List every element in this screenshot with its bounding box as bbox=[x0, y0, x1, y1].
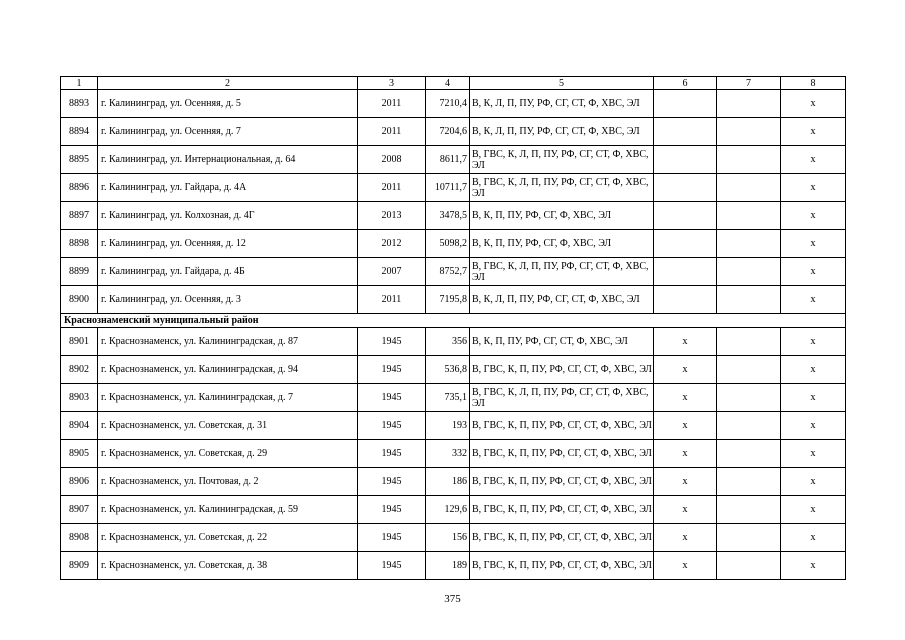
section-title: Краснознаменский муниципальный район bbox=[61, 314, 846, 328]
year-cell: 2011 bbox=[358, 90, 426, 118]
table-row bbox=[61, 286, 846, 314]
column-6-cell: х bbox=[654, 524, 717, 552]
column-8-cell: х bbox=[781, 552, 846, 580]
row-number: 8900 bbox=[61, 286, 98, 314]
area-cell: 8752,7 bbox=[426, 258, 470, 286]
table-row bbox=[61, 146, 846, 174]
year-cell: 2008 bbox=[358, 146, 426, 174]
page-number: 375 bbox=[444, 593, 461, 605]
column-8-cell: х bbox=[781, 524, 846, 552]
column-8-cell: х bbox=[781, 468, 846, 496]
table-row bbox=[61, 328, 846, 356]
table-row bbox=[61, 384, 846, 412]
column-6-cell: х bbox=[654, 496, 717, 524]
column-6-cell: х bbox=[654, 328, 717, 356]
address-cell: г. Калининград, ул. Гайдара, д. 4А bbox=[98, 174, 358, 202]
area-cell: 189 bbox=[426, 552, 470, 580]
column-8-cell: х bbox=[781, 286, 846, 314]
column-6-cell: х bbox=[654, 552, 717, 580]
year-cell: 1945 bbox=[358, 496, 426, 524]
column-7-cell bbox=[717, 90, 781, 118]
address-cell: г. Калининград, ул. Осенняя, д. 12 bbox=[98, 230, 358, 258]
row-number: 8905 bbox=[61, 440, 98, 468]
column-header: 2 bbox=[98, 77, 358, 90]
column-8-cell: х bbox=[781, 328, 846, 356]
column-6-cell: х bbox=[654, 412, 717, 440]
area-cell: 356 bbox=[426, 328, 470, 356]
column-7-cell bbox=[717, 230, 781, 258]
utilities-cell: В, К, П, ПУ, РФ, СГ, СТ, Ф, ХВС, ЭЛ bbox=[470, 328, 654, 356]
column-header: 8 bbox=[781, 77, 846, 90]
column-6-cell: х bbox=[654, 468, 717, 496]
utilities-cell: В, ГВС, К, П, ПУ, РФ, СГ, СТ, Ф, ХВС, ЭЛ bbox=[470, 412, 654, 440]
table-row bbox=[61, 90, 846, 118]
address-cell: г. Калининград, ул. Осенняя, д. 3 bbox=[98, 286, 358, 314]
column-6-cell bbox=[654, 90, 717, 118]
area-cell: 735,1 bbox=[426, 384, 470, 412]
year-cell: 1945 bbox=[358, 468, 426, 496]
year-cell: 1945 bbox=[358, 412, 426, 440]
column-header: 5 bbox=[470, 77, 654, 90]
column-header: 1 bbox=[61, 77, 98, 90]
section-header-row bbox=[61, 314, 846, 328]
column-8-cell: х bbox=[781, 174, 846, 202]
utilities-cell: В, К, П, ПУ, РФ, СГ, Ф, ХВС, ЭЛ bbox=[470, 202, 654, 230]
utilities-cell: В, ГВС, К, Л, П, ПУ, РФ, СГ, СТ, Ф, ХВС, ЭЛ bbox=[470, 146, 654, 174]
row-number: 8908 bbox=[61, 524, 98, 552]
column-header: 6 bbox=[654, 77, 717, 90]
column-6-cell bbox=[654, 174, 717, 202]
column-8-cell: х bbox=[781, 440, 846, 468]
column-number-header-row bbox=[61, 77, 846, 90]
address-cell: г. Краснознаменск, ул. Калининградская, д. 59 bbox=[98, 496, 358, 524]
column-8-cell: х bbox=[781, 118, 846, 146]
utilities-cell: В, ГВС, К, Л, П, ПУ, РФ, СГ, СТ, Ф, ХВС, ЭЛ bbox=[470, 174, 654, 202]
column-8-cell: х bbox=[781, 496, 846, 524]
table-row bbox=[61, 440, 846, 468]
row-number: 8897 bbox=[61, 202, 98, 230]
address-cell: г. Калининград, ул. Гайдара, д. 4Б bbox=[98, 258, 358, 286]
area-cell: 193 bbox=[426, 412, 470, 440]
year-cell: 2013 bbox=[358, 202, 426, 230]
utilities-cell: В, К, Л, П, ПУ, РФ, СГ, СТ, Ф, ХВС, ЭЛ bbox=[470, 118, 654, 146]
column-7-cell bbox=[717, 202, 781, 230]
address-cell: г. Калининград, ул. Осенняя, д. 5 bbox=[98, 90, 358, 118]
column-7-cell bbox=[717, 328, 781, 356]
address-cell: г. Краснознаменск, ул. Советская, д. 29 bbox=[98, 440, 358, 468]
row-number: 8907 bbox=[61, 496, 98, 524]
area-cell: 129,6 bbox=[426, 496, 470, 524]
table-row bbox=[61, 468, 846, 496]
year-cell: 1945 bbox=[358, 384, 426, 412]
area-cell: 156 bbox=[426, 524, 470, 552]
column-7-cell bbox=[717, 174, 781, 202]
table-row bbox=[61, 118, 846, 146]
column-6-cell bbox=[654, 202, 717, 230]
row-number: 8902 bbox=[61, 356, 98, 384]
column-6-cell bbox=[654, 286, 717, 314]
column-header: 7 bbox=[717, 77, 781, 90]
column-8-cell: х bbox=[781, 146, 846, 174]
column-7-cell bbox=[717, 524, 781, 552]
utilities-cell: В, К, Л, П, ПУ, РФ, СГ, СТ, Ф, ХВС, ЭЛ bbox=[470, 286, 654, 314]
utilities-cell: В, ГВС, К, Л, П, ПУ, РФ, СГ, СТ, Ф, ХВС, ЭЛ bbox=[470, 384, 654, 412]
area-cell: 186 bbox=[426, 468, 470, 496]
year-cell: 2011 bbox=[358, 174, 426, 202]
column-7-cell bbox=[717, 384, 781, 412]
table-row bbox=[61, 174, 846, 202]
address-cell: г. Краснознаменск, ул. Калининградская, д. 94 bbox=[98, 356, 358, 384]
year-cell: 2011 bbox=[358, 286, 426, 314]
column-7-cell bbox=[717, 552, 781, 580]
address-cell: г. Краснознаменск, ул. Калининградская, д. 87 bbox=[98, 328, 358, 356]
address-cell: г. Калининград, ул. Колхозная, д. 4Г bbox=[98, 202, 358, 230]
area-cell: 5098,2 bbox=[426, 230, 470, 258]
column-6-cell bbox=[654, 146, 717, 174]
table-row bbox=[61, 258, 846, 286]
utilities-cell: В, К, Л, П, ПУ, РФ, СГ, СТ, Ф, ХВС, ЭЛ bbox=[470, 90, 654, 118]
utilities-cell: В, К, П, ПУ, РФ, СГ, Ф, ХВС, ЭЛ bbox=[470, 230, 654, 258]
column-8-cell: х bbox=[781, 356, 846, 384]
year-cell: 2012 bbox=[358, 230, 426, 258]
area-cell: 10711,7 bbox=[426, 174, 470, 202]
column-6-cell: х bbox=[654, 384, 717, 412]
row-number: 8904 bbox=[61, 412, 98, 440]
utilities-cell: В, ГВС, К, П, ПУ, РФ, СГ, СТ, Ф, ХВС, ЭЛ bbox=[470, 496, 654, 524]
area-cell: 8611,7 bbox=[426, 146, 470, 174]
row-number: 8901 bbox=[61, 328, 98, 356]
column-7-cell bbox=[717, 496, 781, 524]
area-cell: 536,8 bbox=[426, 356, 470, 384]
table-row bbox=[61, 412, 846, 440]
row-number: 8899 bbox=[61, 258, 98, 286]
utilities-cell: В, ГВС, К, П, ПУ, РФ, СГ, СТ, Ф, ХВС, ЭЛ bbox=[470, 552, 654, 580]
year-cell: 1945 bbox=[358, 356, 426, 384]
year-cell: 2011 bbox=[358, 118, 426, 146]
address-cell: г. Калининград, ул. Интернациональная, д. 64 bbox=[98, 146, 358, 174]
address-cell: г. Краснознаменск, ул. Советская, д. 22 bbox=[98, 524, 358, 552]
row-number: 8896 bbox=[61, 174, 98, 202]
column-8-cell: х bbox=[781, 230, 846, 258]
area-cell: 332 bbox=[426, 440, 470, 468]
column-header: 3 bbox=[358, 77, 426, 90]
table-row bbox=[61, 496, 846, 524]
row-number: 8903 bbox=[61, 384, 98, 412]
column-6-cell: х bbox=[654, 440, 717, 468]
housing-registry-table bbox=[60, 76, 846, 580]
year-cell: 2007 bbox=[358, 258, 426, 286]
table-row bbox=[61, 552, 846, 580]
area-cell: 7210,4 bbox=[426, 90, 470, 118]
address-cell: г. Краснознаменск, ул. Почтовая, д. 2 bbox=[98, 468, 358, 496]
column-8-cell: х bbox=[781, 258, 846, 286]
address-cell: г. Краснознаменск, ул. Калининградская, д. 7 bbox=[98, 384, 358, 412]
address-cell: г. Краснознаменск, ул. Советская, д. 31 bbox=[98, 412, 358, 440]
column-6-cell bbox=[654, 230, 717, 258]
row-number: 8895 bbox=[61, 146, 98, 174]
year-cell: 1945 bbox=[358, 524, 426, 552]
table-row bbox=[61, 202, 846, 230]
row-number: 8893 bbox=[61, 90, 98, 118]
column-8-cell: х bbox=[781, 202, 846, 230]
column-7-cell bbox=[717, 440, 781, 468]
column-8-cell: х bbox=[781, 90, 846, 118]
row-number: 8894 bbox=[61, 118, 98, 146]
column-6-cell bbox=[654, 118, 717, 146]
column-header: 4 bbox=[426, 77, 470, 90]
utilities-cell: В, ГВС, К, П, ПУ, РФ, СГ, СТ, Ф, ХВС, ЭЛ bbox=[470, 440, 654, 468]
utilities-cell: В, ГВС, К, Л, П, ПУ, РФ, СГ, СТ, Ф, ХВС, ЭЛ bbox=[470, 258, 654, 286]
year-cell: 1945 bbox=[358, 552, 426, 580]
year-cell: 1945 bbox=[358, 328, 426, 356]
column-8-cell: х bbox=[781, 412, 846, 440]
area-cell: 3478,5 bbox=[426, 202, 470, 230]
row-number: 8909 bbox=[61, 552, 98, 580]
table-row bbox=[61, 356, 846, 384]
column-6-cell: х bbox=[654, 356, 717, 384]
column-7-cell bbox=[717, 412, 781, 440]
row-number: 8906 bbox=[61, 468, 98, 496]
column-7-cell bbox=[717, 468, 781, 496]
row-number: 8898 bbox=[61, 230, 98, 258]
column-6-cell bbox=[654, 258, 717, 286]
area-cell: 7204,6 bbox=[426, 118, 470, 146]
column-8-cell: х bbox=[781, 384, 846, 412]
column-7-cell bbox=[717, 258, 781, 286]
column-7-cell bbox=[717, 356, 781, 384]
area-cell: 7195,8 bbox=[426, 286, 470, 314]
column-7-cell bbox=[717, 118, 781, 146]
address-cell: г. Калининград, ул. Осенняя, д. 7 bbox=[98, 118, 358, 146]
utilities-cell: В, ГВС, К, П, ПУ, РФ, СГ, СТ, Ф, ХВС, ЭЛ bbox=[470, 356, 654, 384]
address-cell: г. Краснознаменск, ул. Советская, д. 38 bbox=[98, 552, 358, 580]
table-row bbox=[61, 230, 846, 258]
utilities-cell: В, ГВС, К, П, ПУ, РФ, СГ, СТ, Ф, ХВС, ЭЛ bbox=[470, 468, 654, 496]
year-cell: 1945 bbox=[358, 440, 426, 468]
utilities-cell: В, ГВС, К, П, ПУ, РФ, СГ, СТ, Ф, ХВС, ЭЛ bbox=[470, 524, 654, 552]
column-7-cell bbox=[717, 286, 781, 314]
column-7-cell bbox=[717, 146, 781, 174]
table-row bbox=[61, 524, 846, 552]
